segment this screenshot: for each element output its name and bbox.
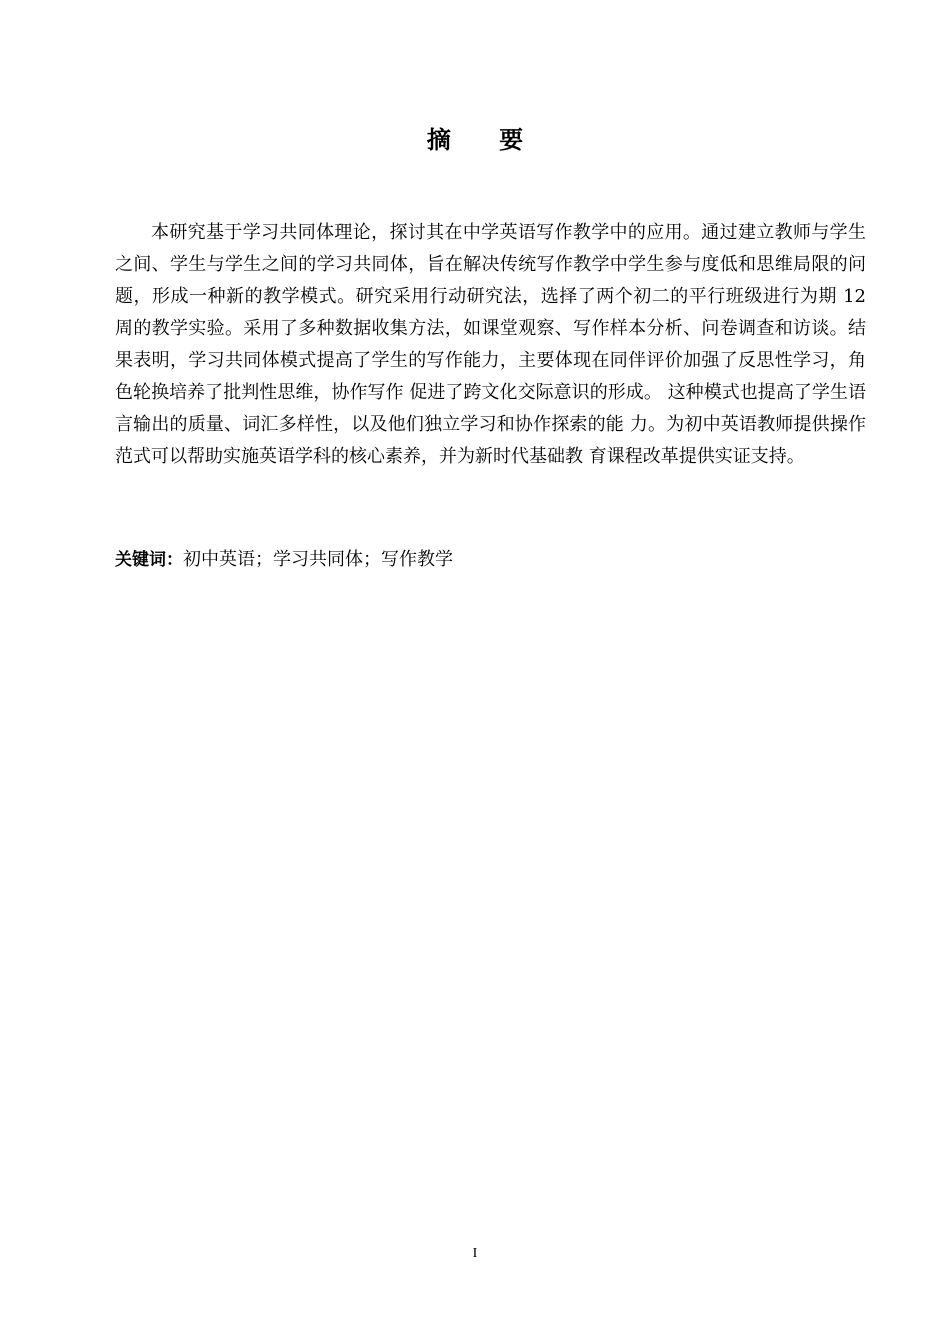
keywords-label: 关键词：: [115, 550, 183, 570]
keywords-text: 初中英语；学习共同体；写作教学: [183, 549, 453, 570]
page-number: I: [472, 1246, 478, 1261]
abstract-title: 摘 要: [426, 126, 544, 154]
keywords-line: [115, 546, 866, 574]
abstract-body: 本研究基于学习共同体理论，探讨其在中学英语写作教学中的应用。通过建立教师与学生之间、学生与学生之间的学习共同体，旨在解决传统写作教学中学生参与度低和思维局限的问题，形成一种新的教学模式。研究采用行动研究法，选择了两个初二的平行班级进行为期 12 周的教学实验。采用了多种数据收集方法，如课堂观察、写作样本分析、问卷调查和访谈。结果表明，学习共同体模式提高了学生的写作能力，主要体现在同伴评价加强了反思性学习，角色轮换培养了批判性思维，协作写作 促进了跨文化交际意识的形成。 这种模式也提高了学生语言输出的质量、词汇多样性，以及他们独立学习和协作探索的能 力。为初中英语教师提供操作范式可以帮助实施英语学科的核心素养，并为新时代基础教 育课程改革提供实证支持。: [115, 222, 866, 467]
